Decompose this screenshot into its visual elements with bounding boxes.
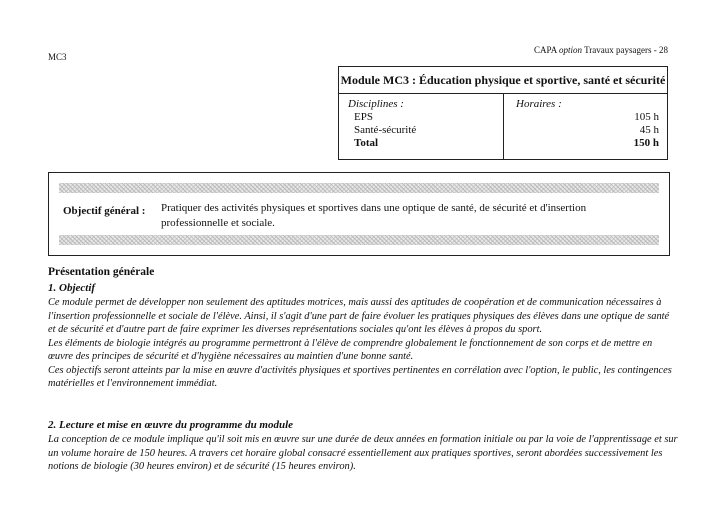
hours-total: 150 h: [633, 137, 659, 149]
discipline-total: Total: [354, 137, 379, 149]
section1-paragraph: Ce module permet de développer non seulement des aptitudes motrices, mais aussi des aptitudes de coopération et de communication nécessaires à l'insertion professionnelle et sociale de l'élève. Ainsi, il s'agit d'une part de faire évoluer les pratiques physiques des élèves dans une optique de santé et de sécurité et d'autre part de faire exprimer les diverses représentations sociales qu'ont les élèves à propos du sport.: [48, 297, 670, 335]
discipline-sante-securite: Santé-sécurité: [354, 124, 417, 136]
section2-paragraph: La conception de ce module implique qu'il soit mis en œuvre sur une durée de deux années en formation initiale ou par la voie de l'apprentissage et sur un volume horaire de 150 heures. A travers cet horaire global consacré essentiellement aux pratiques sportives, seront abordées successivement les notions de biologie (30 heures environ) et de sécurité (15 heures environ).: [48, 434, 678, 472]
section1-body: [48, 296, 678, 391]
presentation-title: Présentation générale: [48, 266, 155, 278]
hours-column: [504, 94, 667, 160]
hours-eps: 105 h: [634, 111, 659, 123]
hours-sante-securite: 45 h: [639, 124, 659, 136]
hours-label: Horaires :: [516, 98, 562, 110]
section2-title: 2. Lecture et mise en œuvre du programme du module: [48, 419, 294, 431]
discipline-eps: EPS: [354, 111, 373, 123]
section1-paragraph: Les éléments de biologie intégrés au programme permettront à l'élève de comprendre globalement le fonctionnement de son corps et de mettre en œuvre des principes de sécurité et d'hygiène nécessaires au maintien d'une bonne santé.: [48, 337, 653, 362]
objective-text: Pratiquer des activités physiques et sportives dans une optique de santé, de sécurité et d'insertion professionnelle et sociale.: [161, 202, 587, 229]
section1-paragraph: Ces objectifs seront atteints par la mise en œuvre d'activités physiques et sportives pertinentes en corrélation avec l'option, le public, les contingences matérielles et l'environnement immédiat.: [48, 364, 672, 389]
shaded-band-top: [59, 183, 659, 193]
module-summary-table: [338, 66, 668, 160]
objective-box: [48, 172, 670, 256]
section2-body: [48, 433, 678, 474]
shaded-band-bottom: [59, 235, 659, 245]
module-title: Module MC3 : Éducation physique et sportive, santé et sécurité: [339, 67, 667, 94]
section1-title: 1. Objectif: [48, 282, 96, 294]
header-document-title: CAPA option Travaux paysagers - 28: [534, 45, 668, 55]
header-module-code: MC3: [48, 52, 67, 62]
disciplines-label: Disciplines :: [348, 98, 404, 110]
disciplines-column: [339, 94, 504, 160]
objective-label: Objectif général :: [63, 205, 146, 217]
